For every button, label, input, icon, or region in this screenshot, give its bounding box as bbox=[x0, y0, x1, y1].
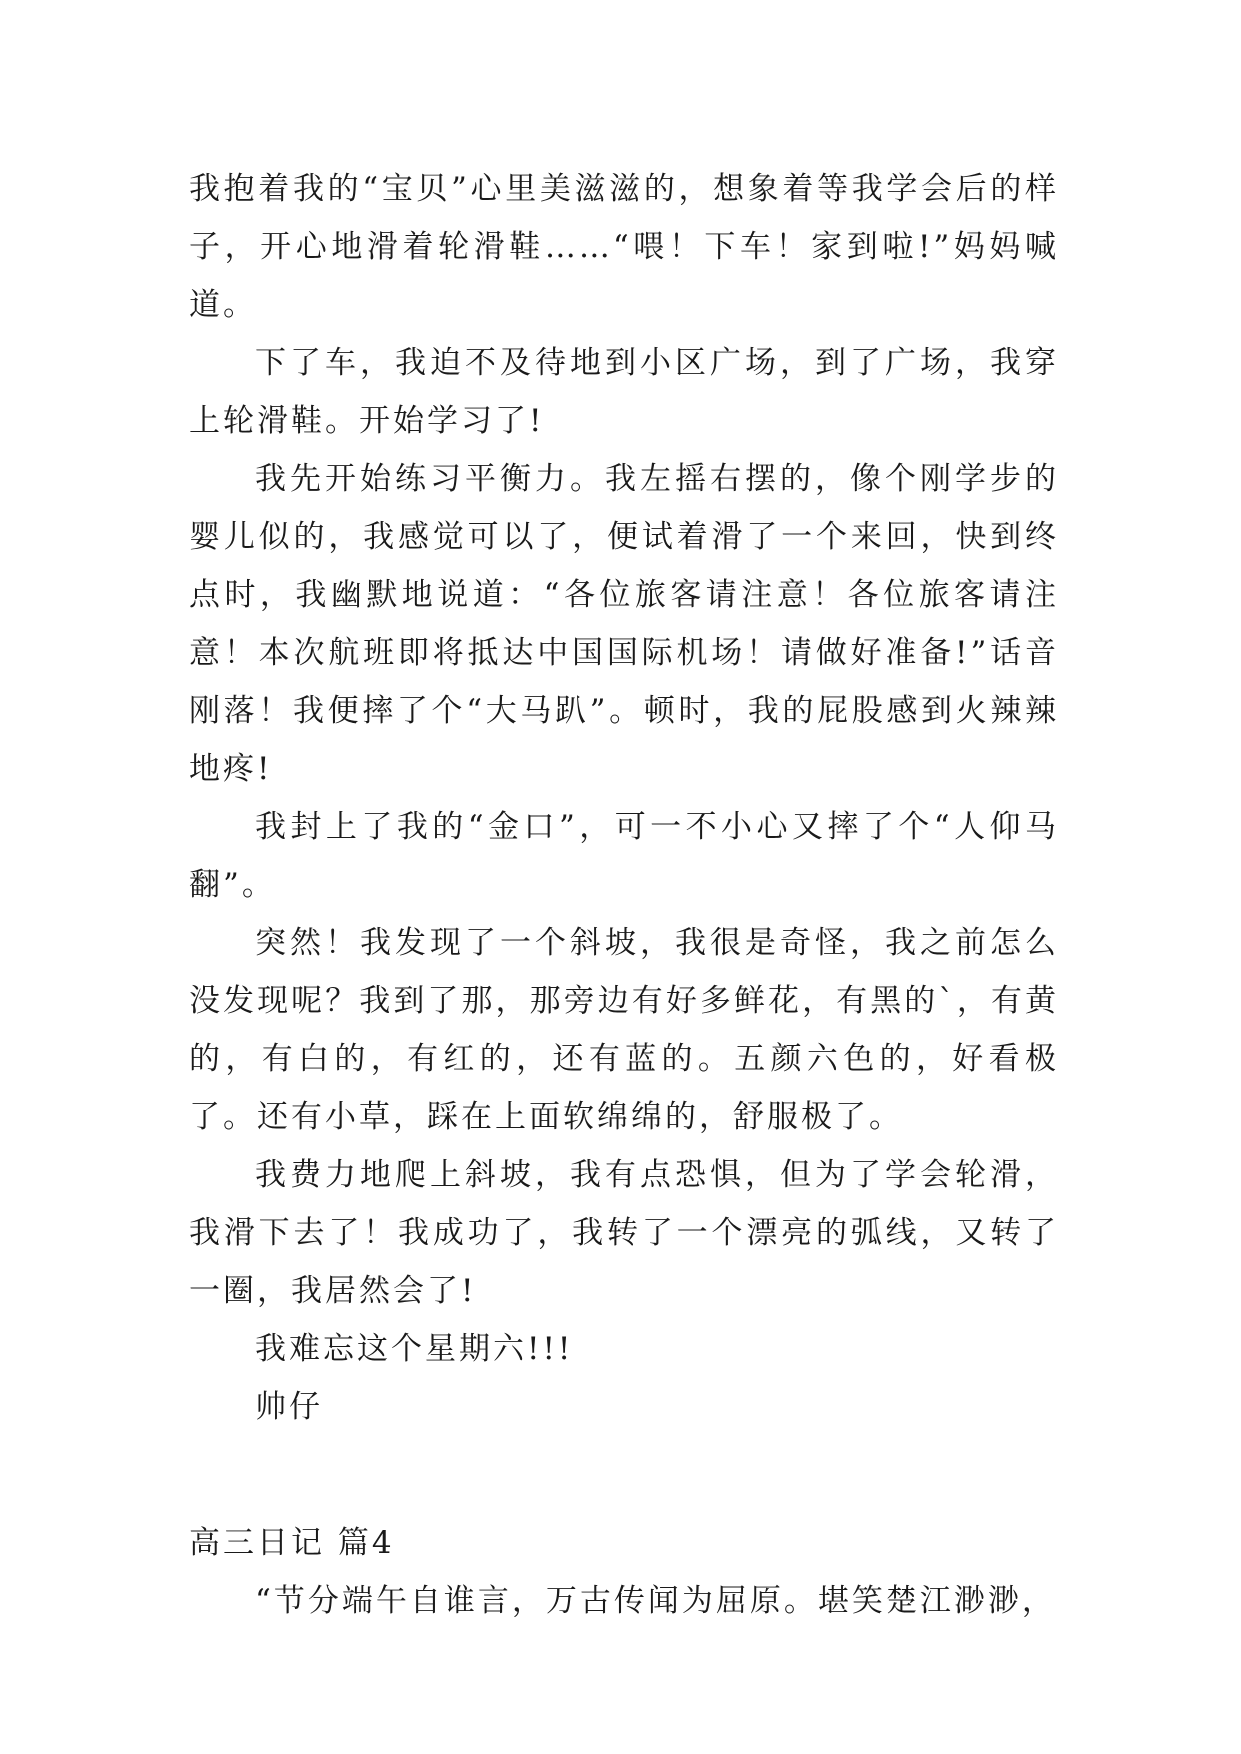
section-title: 高三日记 篇4 bbox=[189, 1525, 395, 1561]
document-body bbox=[189, 160, 1059, 1630]
signature: 帅仔 bbox=[255, 1389, 323, 1425]
paragraph-5: 突然！我发现了一个斜坡，我很是奇怪，我之前怎么没发现呢？我到了那，那旁边有好多鲜花，有黑的`，有黄的，有白的，有红的，还有蓝的。五颜六色的，好看极了。还有小草，踩在上面软绵绵的，舒服极了。 bbox=[189, 925, 1059, 1135]
paragraph-6: 我费力地爬上斜坡，我有点恐惧，但为了学会轮滑，我滑下去了！我成功了，我转了一个漂亮的弧线，又转了一圈，我居然会了! bbox=[189, 1157, 1059, 1309]
paragraph-4: 我封上了我的“金口”，可一不小心又摔了个“人仰马翻”。 bbox=[189, 809, 1059, 903]
closing-line: 我难忘这个星期六!!! bbox=[255, 1331, 574, 1367]
paragraph-1: 我抱着我的“宝贝”心里美滋滋的，想象着等我学会后的样子，开心地滑着轮滑鞋……“喂！下车！家到啦!”妈妈喊道。 bbox=[189, 171, 1059, 323]
next-paragraph: “节分端午自谁言，万古传闻为屈原。堪笑楚江渺渺， bbox=[255, 1583, 1056, 1619]
paragraph-2: 下了车，我迫不及待地到小区广场，到了广场，我穿上轮滑鞋。开始学习了! bbox=[189, 345, 1059, 439]
paragraph-3: 我先开始练习平衡力。我左摇右摆的，像个刚学步的婴儿似的，我感觉可以了，便试着滑了一个来回，快到终点时，我幽默地说道：“各位旅客请注意！各位旅客请注意！本次航班即将抵达中国国际机场！请做好准备!”话音刚落！我便摔了个“大马趴”。顿时，我的屁股感到火辣辣地疼! bbox=[189, 461, 1059, 787]
